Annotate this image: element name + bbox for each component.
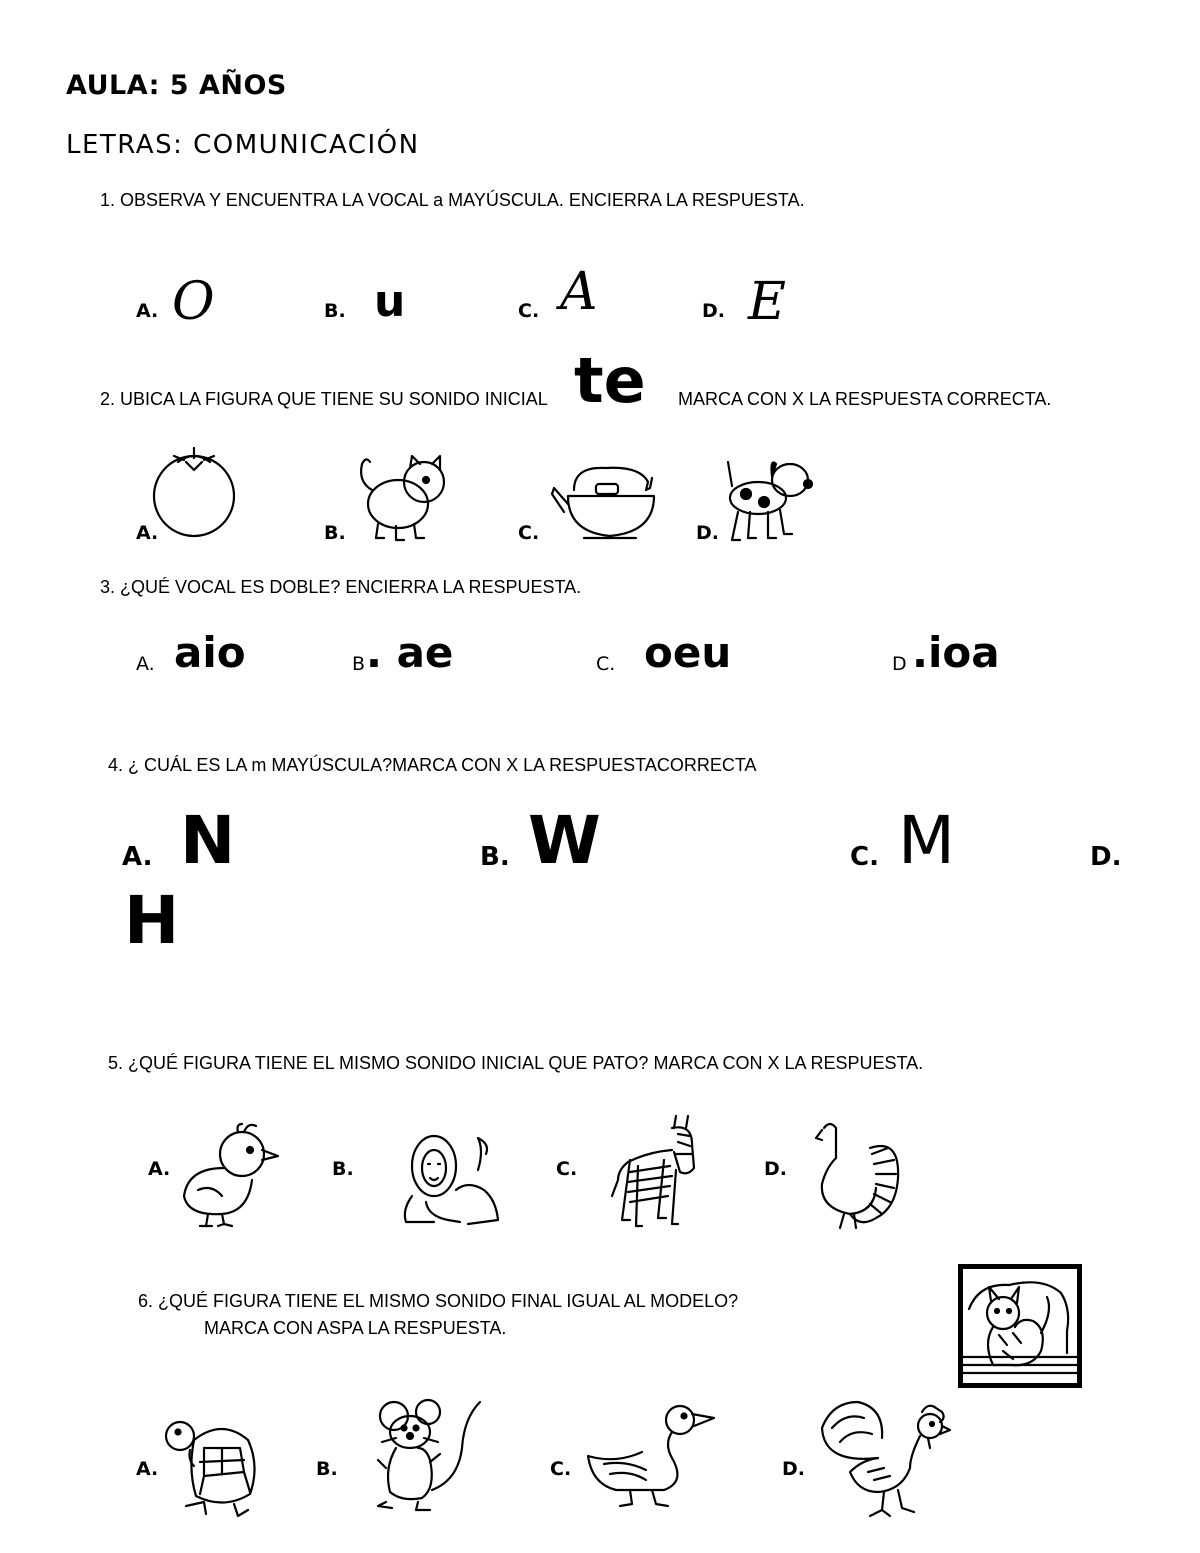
question-6-text-line1: 6. ¿QUÉ FIGURA TIENE EL MISMO SONIDO FINAL IGUAL AL MODELO? bbox=[138, 1291, 739, 1311]
q6-option-a-label[interactable]: A. bbox=[136, 1458, 159, 1480]
q4-option-b-label[interactable]: B. bbox=[480, 842, 510, 872]
q1-option-c-label[interactable]: C. bbox=[518, 300, 540, 322]
q6-option-b-label[interactable]: B. bbox=[316, 1458, 338, 1480]
q2-option-a-label[interactable]: A. bbox=[136, 522, 159, 544]
question-1-text: 1. OBSERVA Y ENCUENTRA LA VOCAL a MAYÚSCULA. ENCIERRA LA RESPUESTA. bbox=[100, 190, 805, 210]
q3-option-d-label[interactable]: D bbox=[892, 653, 907, 675]
q1-option-d-glyph[interactable]: E bbox=[748, 272, 786, 332]
q1-option-d-label[interactable]: D. bbox=[702, 300, 725, 322]
zebra-icon[interactable] bbox=[608, 1110, 700, 1232]
q3-option-a-label[interactable]: A. bbox=[136, 653, 155, 675]
q3-option-a-value[interactable]: aio bbox=[174, 628, 246, 677]
class-title: AULA: 5 AÑOS bbox=[66, 70, 287, 101]
q6-option-c-label[interactable]: C. bbox=[550, 1458, 572, 1480]
q2-option-b-label[interactable]: B. bbox=[324, 522, 346, 544]
q4-option-b-value[interactable]: W bbox=[528, 802, 601, 879]
model-frame bbox=[958, 1264, 1082, 1388]
turkey-icon[interactable] bbox=[810, 1118, 902, 1232]
question-2-syllable: te bbox=[574, 344, 646, 417]
question-6-text-line2: MARCA CON ASPA LA RESPUESTA. bbox=[204, 1318, 507, 1338]
q2-option-c-label[interactable]: C. bbox=[518, 522, 540, 544]
q1-option-a-label[interactable]: A. bbox=[136, 300, 159, 322]
q4-option-c-value[interactable]: M bbox=[898, 802, 955, 879]
turtle-icon[interactable] bbox=[164, 1410, 260, 1520]
q3-option-b-label[interactable]: B bbox=[352, 653, 366, 675]
q3-option-d-value[interactable]: .ioa bbox=[912, 628, 1000, 677]
chick-icon[interactable] bbox=[178, 1120, 282, 1230]
q4-option-c-label[interactable]: C. bbox=[850, 842, 879, 872]
q3-option-c-label[interactable]: C. bbox=[596, 653, 616, 675]
q1-option-a-glyph[interactable]: O bbox=[172, 272, 215, 332]
q1-option-c-glyph[interactable]: A bbox=[560, 262, 598, 322]
q2-option-d-label[interactable]: D. bbox=[696, 522, 719, 544]
subject-title: LETRAS: COMUNICACIÓN bbox=[66, 130, 420, 160]
q5-option-a-label[interactable]: A. bbox=[148, 1158, 171, 1180]
q3-option-b-value[interactable]: . ae bbox=[366, 628, 454, 677]
tomato-icon[interactable] bbox=[150, 448, 240, 540]
cat-model-icon bbox=[963, 1269, 1077, 1383]
question-2-text-after: MARCA CON X LA RESPUESTA CORRECTA. bbox=[678, 389, 1052, 409]
question-2-text-before: 2. UBICA LA FIGURA QUE TIENE SU SONIDO INICIAL bbox=[100, 389, 548, 409]
teapot-icon[interactable] bbox=[550, 460, 660, 542]
question-3-text: 3. ¿QUÉ VOCAL ES DOBLE? ENCIERRA LA RESPUESTA. bbox=[100, 577, 582, 597]
q5-option-c-label[interactable]: C. bbox=[556, 1158, 578, 1180]
question-4-text: 4. ¿ CUÁL ES LA m MAYÚSCULA?MARCA CON X LA RESPUESTACORRECTA bbox=[108, 755, 757, 775]
q4-option-d-label[interactable]: D. bbox=[1090, 842, 1122, 872]
q5-option-b-label[interactable]: B. bbox=[332, 1158, 354, 1180]
duck-icon[interactable] bbox=[586, 1398, 718, 1510]
q4-option-d-value[interactable]: H bbox=[124, 882, 180, 959]
q4-option-a-label[interactable]: A. bbox=[122, 842, 153, 872]
question-5-text: 5. ¿QUÉ FIGURA TIENE EL MISMO SONIDO INICIAL QUE PATO? MARCA CON X LA RESPUESTA. bbox=[108, 1053, 924, 1073]
rooster-icon[interactable] bbox=[818, 1398, 952, 1522]
q3-option-c-value[interactable]: oeu bbox=[644, 628, 732, 677]
lion-icon[interactable] bbox=[398, 1130, 508, 1232]
q5-option-d-label[interactable]: D. bbox=[764, 1158, 787, 1180]
q4-option-a-value[interactable]: N bbox=[180, 802, 236, 879]
dog-icon[interactable] bbox=[724, 454, 816, 546]
q1-option-b-glyph[interactable]: u bbox=[374, 276, 406, 327]
q1-option-b-label[interactable]: B. bbox=[324, 300, 346, 322]
q6-option-d-label[interactable]: D. bbox=[782, 1458, 805, 1480]
cat-icon[interactable] bbox=[352, 452, 452, 542]
mouse-icon[interactable] bbox=[372, 1398, 484, 1514]
